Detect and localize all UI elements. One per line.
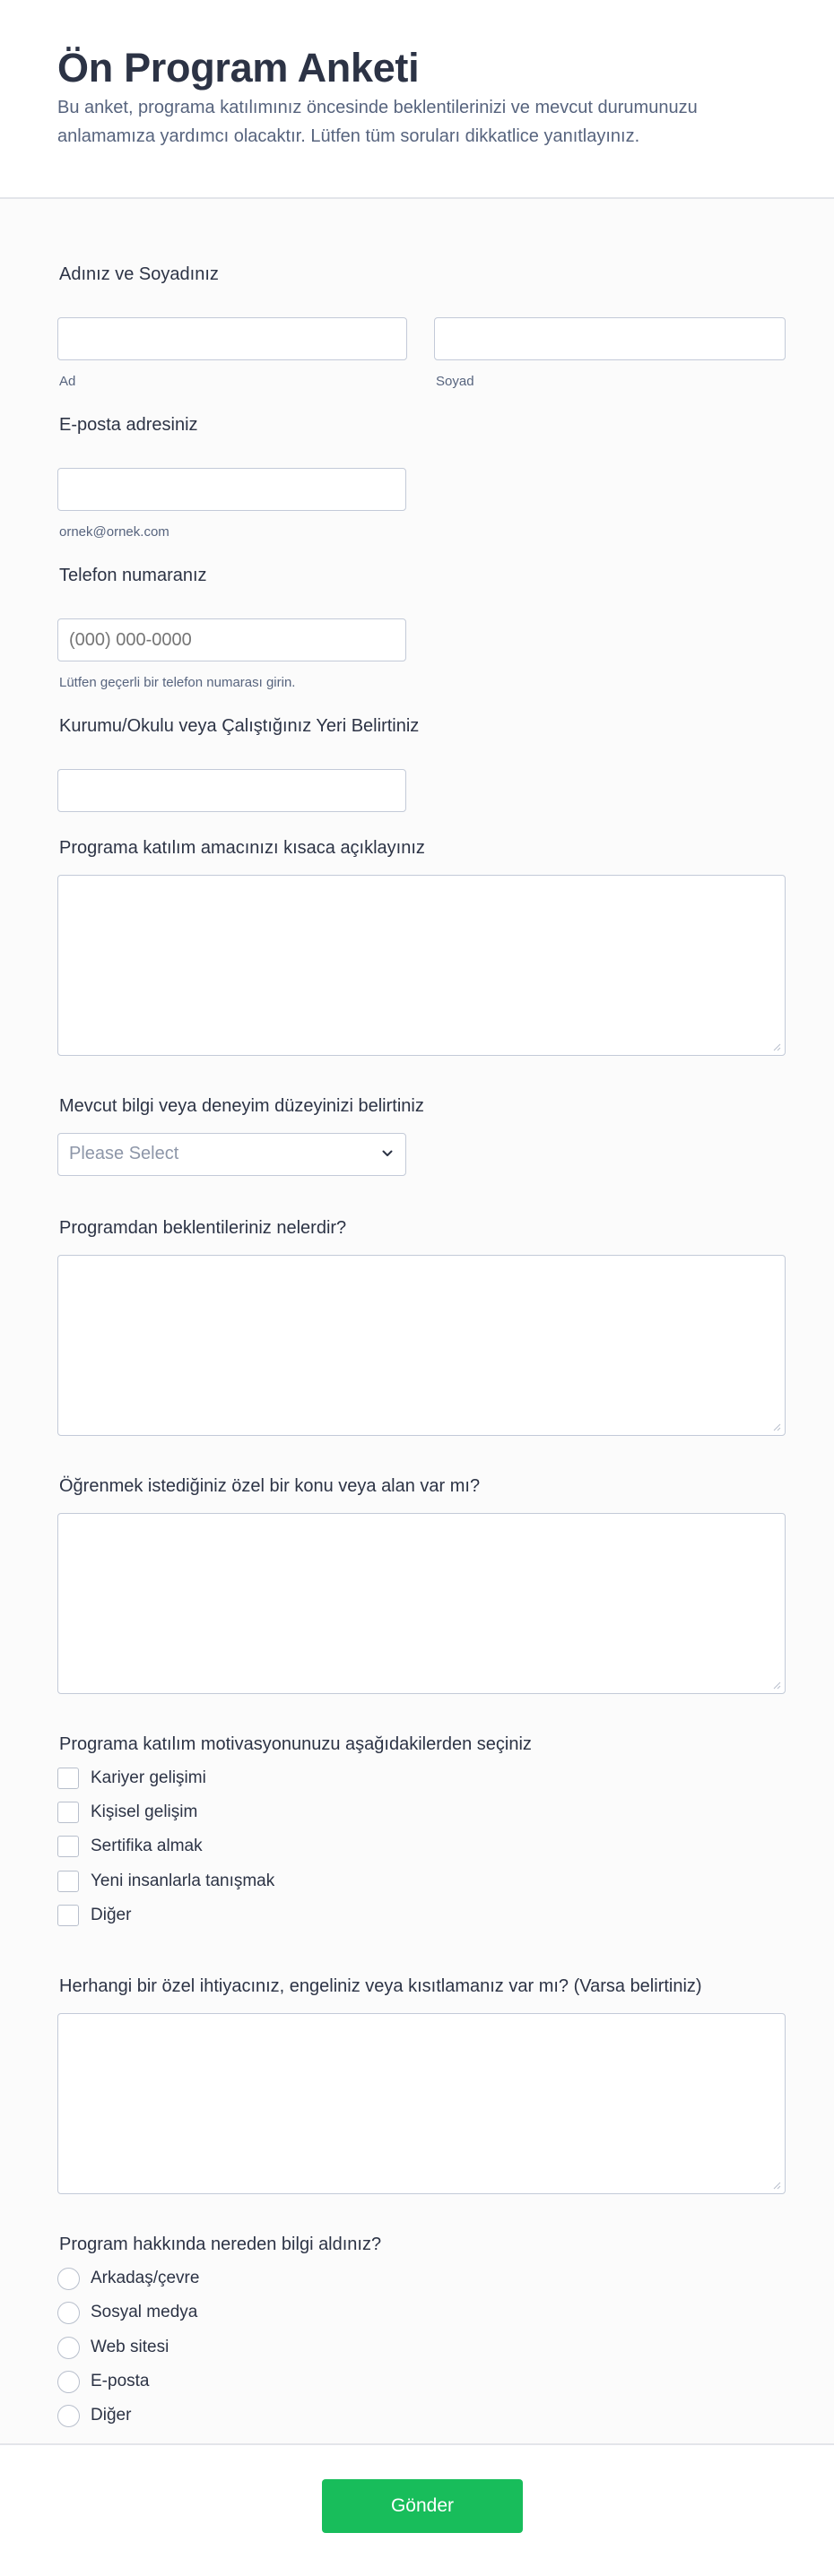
institution-input[interactable] — [57, 769, 406, 812]
checkbox-option[interactable] — [57, 1869, 274, 1894]
checkbox-label: Yeni insanlarla tanışmak — [91, 1871, 275, 1890]
resize-handle-icon[interactable] — [773, 2182, 781, 2190]
radio-option[interactable] — [57, 2300, 197, 2325]
level-label: Mevcut bilgi veya deneyim düzeyinizi belirtiniz — [59, 1096, 424, 1116]
radio-button[interactable] — [57, 2268, 80, 2290]
submit-button[interactable]: Gönder — [322, 2479, 523, 2533]
radio-button[interactable] — [57, 2371, 80, 2393]
topic-label: Öğrenmek istediğiniz özel bir konu veya alan var mı? — [59, 1476, 481, 1496]
form-footer — [0, 2443, 834, 2576]
radio-option[interactable] — [57, 2369, 149, 2394]
phone-sublabel: Lütfen geçerli bir telefon numarası girin. — [59, 675, 296, 690]
email-label: E-posta adresiniz — [59, 415, 198, 435]
radio-button[interactable] — [57, 2405, 80, 2427]
checkbox[interactable] — [57, 1871, 79, 1892]
radio-label: E-posta — [91, 2372, 150, 2390]
first-name-sublabel: Ad — [59, 374, 76, 389]
level-select-value: Please Select — [69, 1144, 179, 1163]
email-input[interactable] — [57, 468, 406, 511]
expectations-label: Programdan beklentileriniz nelerdir? — [59, 1218, 347, 1238]
radio-label: Web sitesi — [91, 2338, 169, 2356]
last-name-input[interactable] — [434, 317, 786, 360]
checkbox-option[interactable] — [57, 1766, 206, 1791]
expectations-textarea[interactable] — [57, 1255, 786, 1436]
name-label: Adınız ve Soyadınız — [59, 264, 219, 284]
resize-handle-icon[interactable] — [773, 1681, 781, 1690]
checkbox-label: Diğer — [91, 1906, 132, 1924]
checkbox[interactable] — [57, 1836, 79, 1857]
radio-label: Diğer — [91, 2406, 132, 2425]
motivation-label: Programa katılım motivasyonunuzu aşağıdakilerden seçiniz — [59, 1734, 532, 1754]
checkbox-label: Kişisel gelişim — [91, 1802, 198, 1821]
checkbox[interactable] — [57, 1768, 79, 1789]
form-header — [0, 0, 834, 199]
checkbox-label: Sertifika almak — [91, 1837, 203, 1855]
checkbox[interactable] — [57, 1802, 79, 1823]
checkbox-option[interactable] — [57, 1903, 131, 1928]
last-name-sublabel: Soyad — [436, 374, 474, 389]
first-name-input[interactable] — [57, 317, 407, 360]
needs-textarea[interactable] — [57, 2013, 786, 2194]
checkbox-option[interactable] — [57, 1834, 203, 1859]
resize-handle-icon[interactable] — [773, 1423, 781, 1431]
radio-option[interactable] — [57, 2403, 131, 2428]
form-title: Ön Program Anketi — [57, 45, 420, 91]
resize-handle-icon[interactable] — [773, 1043, 781, 1051]
phone-input[interactable] — [57, 618, 406, 661]
topic-textarea[interactable] — [57, 1513, 786, 1694]
chevron-down-icon — [380, 1146, 395, 1161]
needs-label: Herhangi bir özel ihtiyacınız, engeliniz veya kısıtlamanız var mı? (Varsa belirtiniz) — [59, 1976, 702, 1996]
radio-button[interactable] — [57, 2302, 80, 2324]
form-description: Bu anket, programa katılımınız öncesinde beklentilerinizi ve mevcut durumunuzu anlamamıza yardımcı olacaktır. Lütfen tüm soruları dikkatlice yanıtlayınız. — [57, 98, 698, 146]
purpose-textarea[interactable] — [57, 875, 786, 1056]
source-label: Program hakkında nereden bilgi aldınız? — [59, 2235, 382, 2254]
radio-button[interactable] — [57, 2337, 80, 2359]
level-select[interactable] — [57, 1133, 406, 1176]
phone-label: Telefon numaranız — [59, 566, 207, 585]
institution-label: Kurumu/Okulu veya Çalıştığınız Yeri Belirtiniz — [59, 716, 420, 736]
purpose-label: Programa katılım amacınızı kısaca açıklayınız — [59, 838, 425, 858]
radio-option[interactable] — [57, 2266, 199, 2291]
email-sublabel: ornek@ornek.com — [59, 524, 169, 540]
radio-option[interactable] — [57, 2335, 169, 2360]
radio-label: Sosyal medya — [91, 2303, 198, 2321]
checkbox[interactable] — [57, 1905, 79, 1926]
checkbox-option[interactable] — [57, 1800, 197, 1825]
radio-label: Arkadaş/çevre — [91, 2269, 200, 2287]
checkbox-label: Kariyer gelişimi — [91, 1768, 206, 1787]
